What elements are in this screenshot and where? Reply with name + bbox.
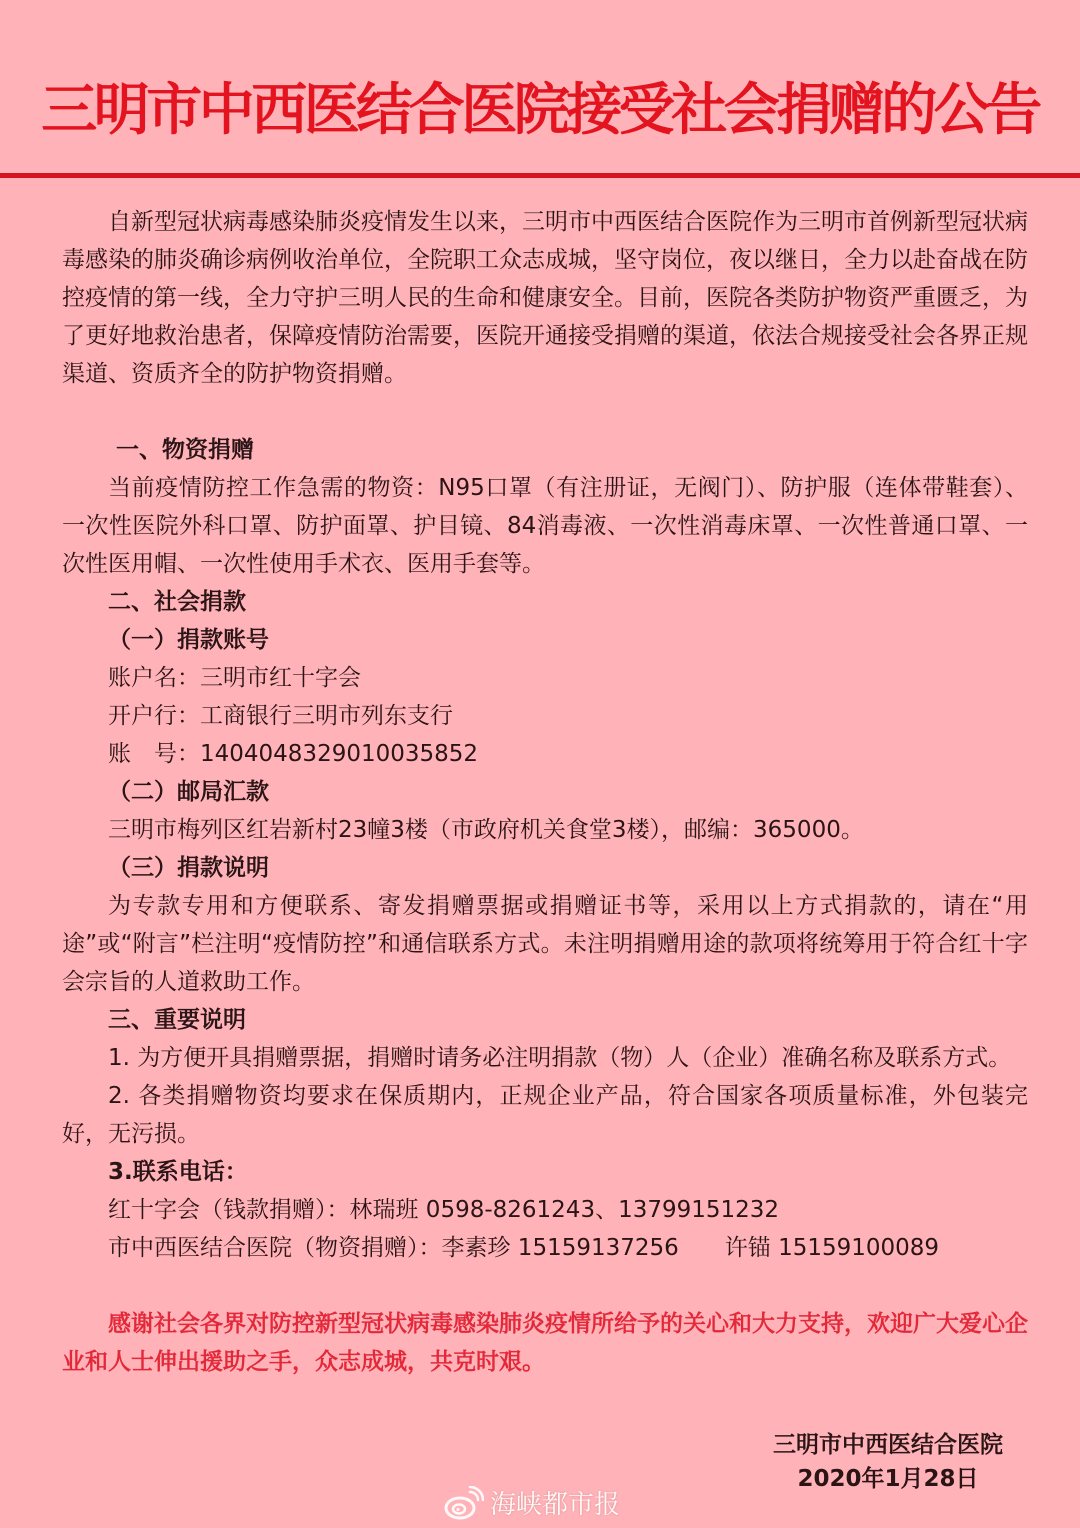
announcement-body [62,203,1028,1381]
material-list-paragraph: 当前疫情防控工作急需的物资：N95口罩（有注册证，无阀门）、防护服（连体带鞋套）、一次性医院外科口罩、防护面罩、护目镜、84消毒液、一次性消毒床罩、一次性普通口罩、一次性医用帽、一次性使用手术衣、医用手套等。 [62,475,1028,577]
contact-hospital: 市中西医结合医院（物资捐赠）：李素珍 15159137256 许锚 15159100089 [108,1235,940,1261]
section-heading-monetary-donation: 二、社会捐款 [108,589,246,615]
account-name: 账户名：三明市红十字会 [108,665,361,691]
important-note-1: 1. 为方便开具捐赠票据，捐赠时请务必注明捐款（物）人（企业）准确名称及联系方式。 [108,1045,1012,1071]
title-divider [0,173,1080,178]
signature-block [758,1428,1018,1496]
watermark-text: 海峡都市报 [490,1490,621,1520]
weibo-watermark [444,1484,620,1521]
important-note-2: 2. 各类捐赠物资均要求在保质期内，正规企业产品，符合国家各项质量标准，外包装完好，无污损。 [62,1083,1028,1147]
account-bank: 开户行：工商银行三明市列东支行 [108,703,453,729]
intro-paragraph: 自新型冠状病毒感染肺炎疫情发生以来，三明市中西医结合医院作为三明市首例新型冠状病毒感染的肺炎确诊病例收治单位，全院职工众志成城，坚守岗位，夜以继日，全力以赴奋战在防控疫情的第一线，全力守护三明人民的生命和健康安全。目前，医院各类防护物资严重匮乏，为了更好地救治患者，保障疫情防治需要，医院开通接受捐赠的渠道，依法合规接受社会各界正规渠道、资质齐全的防护物资捐赠。 [62,209,1028,387]
closing-message: 感谢社会各界对防控新型冠状病毒感染肺炎疫情所给予的关心和大力支持，欢迎广大爱心企业和人士伸出援助之手，众志成城，共克时艰。 [62,1311,1028,1375]
postal-address: 三明市梅列区红岩新村23幢3楼（市政府机关食堂3楼），邮编：365000。 [108,817,864,843]
contacts-heading: 3.联系电话： [108,1159,248,1185]
subheading-donation-account: （一）捐款账号 [108,627,269,653]
page-title: 三明市中西医结合医院接受社会捐赠的公告 [41,78,1039,143]
donation-notes-paragraph: 为专款专用和方便联系、寄发捐赠票据或捐赠证书等，采用以上方式捐款的，请在“用途”或“附言”栏注明“疫情防控”和通信联系方式。未注明捐赠用途的款项将统筹用于符合红十字会宗旨的人道救助工作。 [62,893,1028,995]
spacer [62,393,1028,431]
section-heading-material-donation: 一、物资捐赠 [116,437,254,463]
signature-org: 三明市中西医结合医院 [773,1432,1003,1458]
section-heading-important-notes: 三、重要说明 [108,1007,246,1033]
signature-date: 2020年1月28日 [797,1466,979,1492]
account-number: 账 号：1404048329010035852 [108,741,479,767]
weibo-icon [444,1486,484,1520]
subheading-postal-remittance: （二）邮局汇款 [108,779,269,805]
subheading-donation-notes: （三）捐款说明 [108,855,269,881]
spacer [62,1267,1028,1305]
contact-red-cross: 红十字会（钱款捐赠）：林瑞班 0598-8261243、13799151232 [108,1197,780,1223]
